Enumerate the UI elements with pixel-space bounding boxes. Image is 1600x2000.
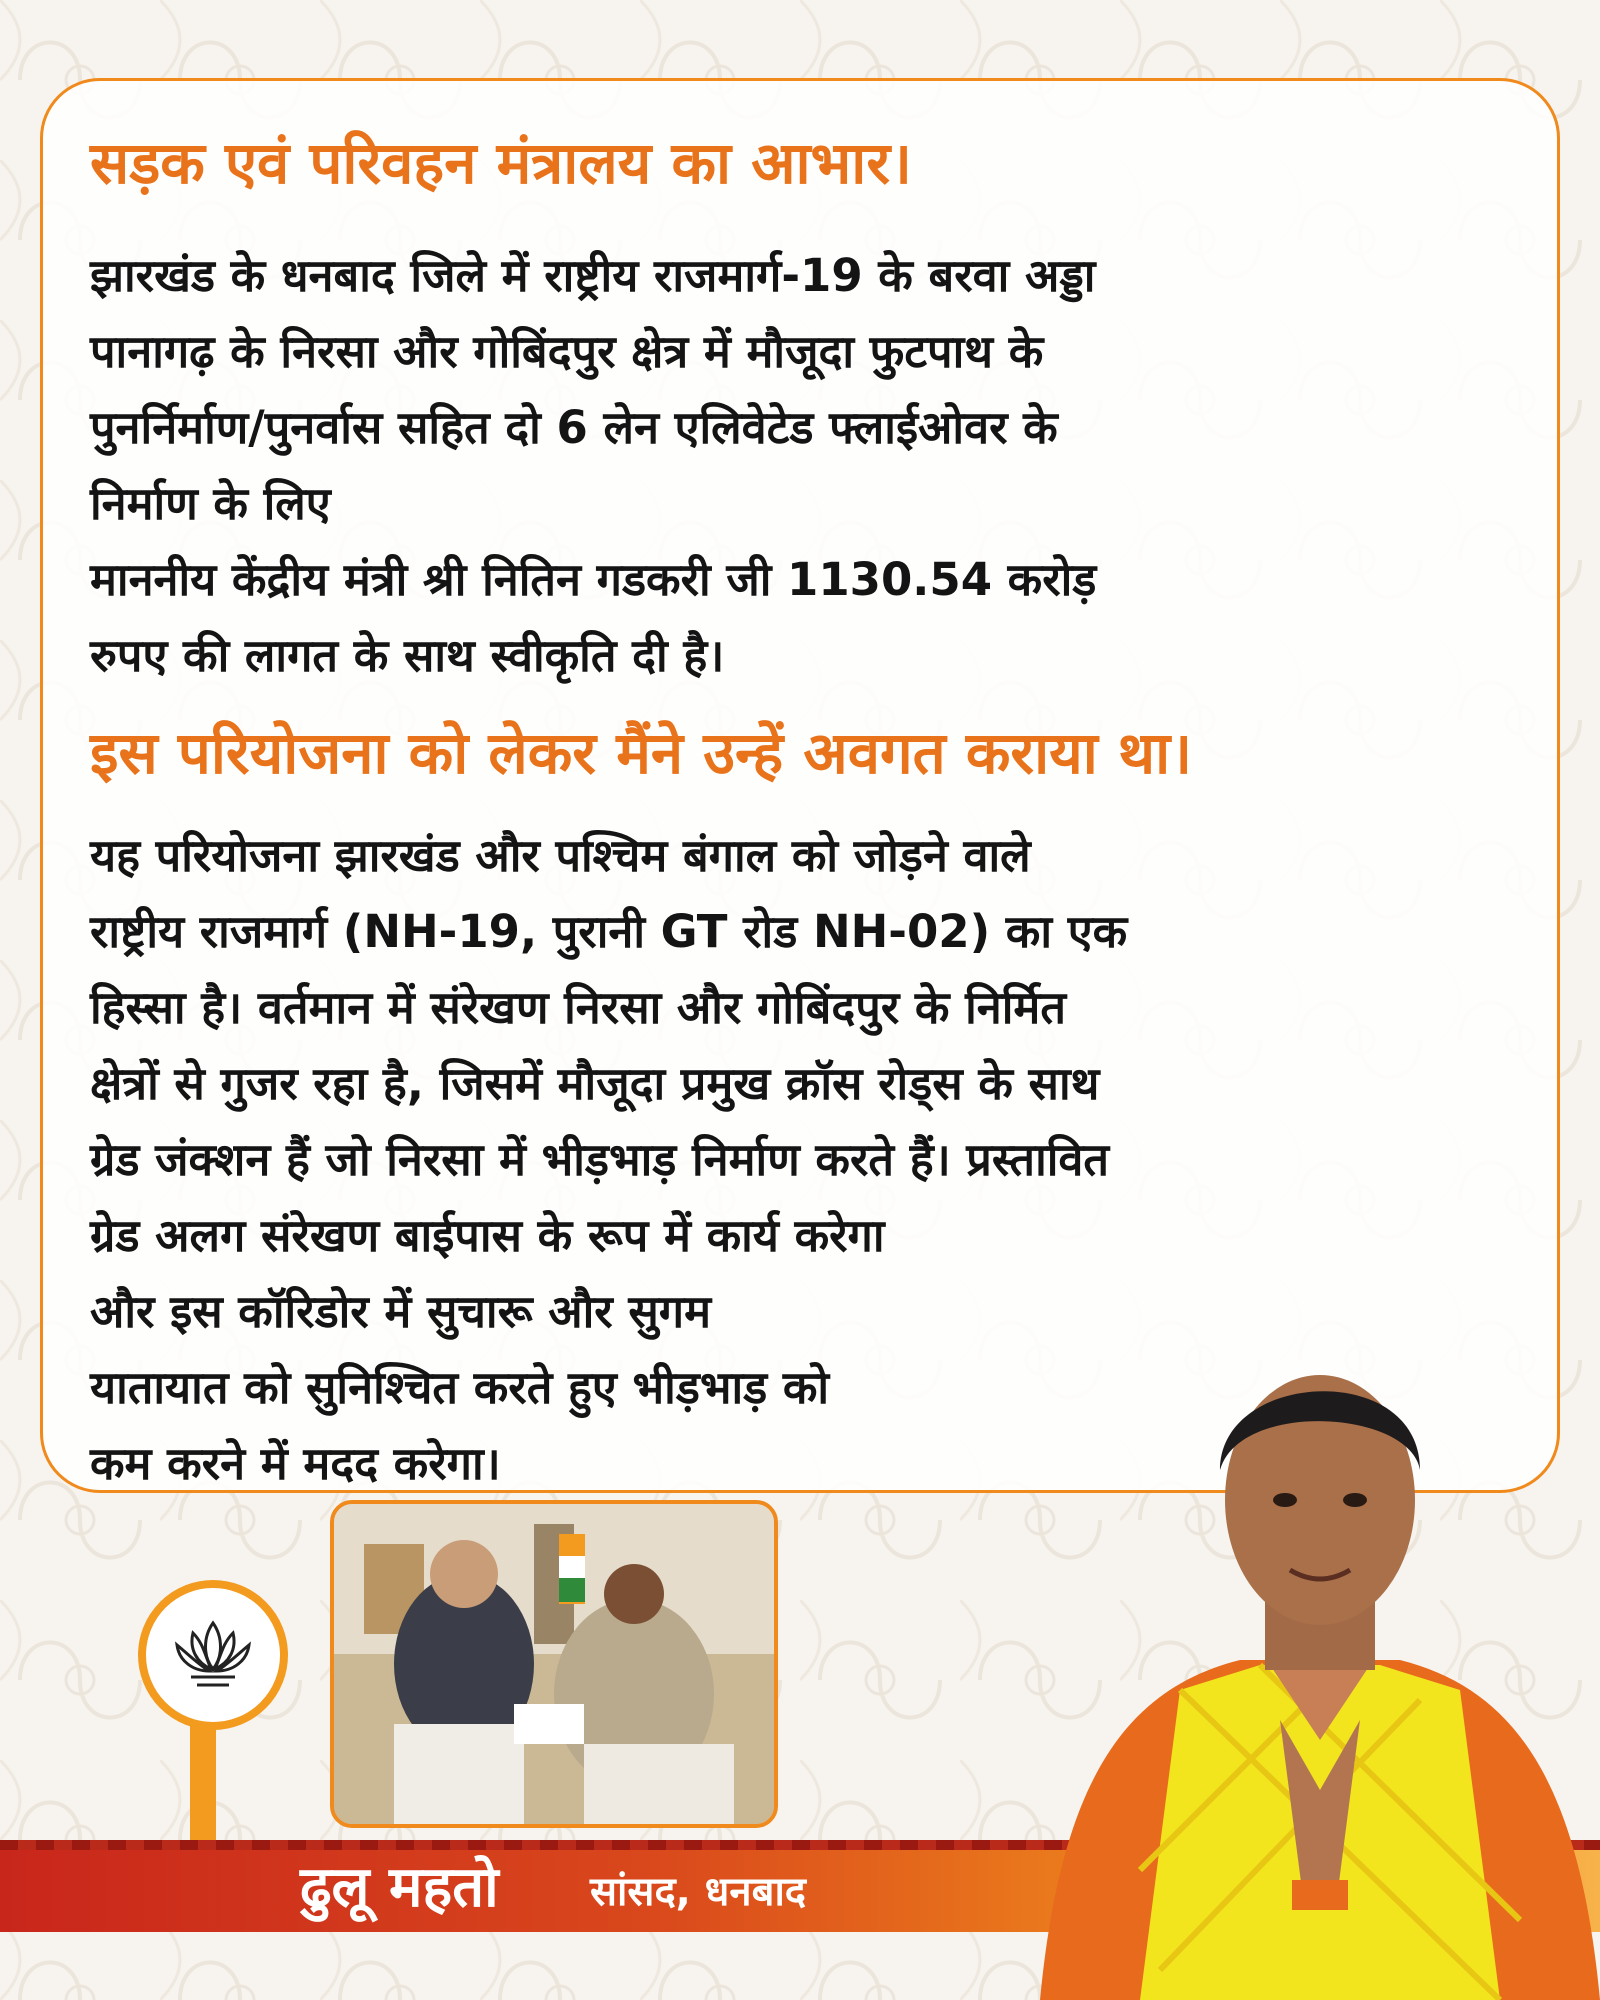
paragraph-line: हिस्सा है। वर्तमान में संरेखण निरसा और गोबिंदपुर के निर्मित bbox=[90, 981, 1066, 1034]
paragraph-line: ग्रेड अलग संरेखण बाईपास के रूप में कार्य करेगा bbox=[90, 1209, 885, 1262]
paragraph-line: माननीय केंद्रीय मंत्री श्री नितिन गडकरी जी 1130.54 करोड़ bbox=[90, 553, 1097, 606]
meeting-photo bbox=[330, 1500, 778, 1828]
main-heading: सड़क एवं परिवहन मंत्रालय का आभार। bbox=[90, 129, 913, 197]
paragraph-line: कम करने में मदद करेगा। bbox=[90, 1437, 501, 1490]
paragraph-line: और इस कॉरिडोर में सुचारू और सुगम bbox=[90, 1285, 711, 1338]
paragraph-approval bbox=[90, 238, 1540, 694]
person-name: ढुलू महतो bbox=[300, 1855, 499, 1920]
person-title: सांसद, धनबाद bbox=[590, 1869, 807, 1915]
paragraph-line: यह परियोजना झारखंड और पश्चिम बंगाल को जोड़ने वाले bbox=[90, 829, 1031, 882]
paragraph-line: पानागढ़ के निरसा और गोबिंदपुर क्षेत्र में मौजूदा फुटपाथ के bbox=[90, 325, 1044, 378]
paragraph-line: झारखंड के धनबाद जिले में राष्ट्रीय राजमार्ग-19 के बरवा अड्डा bbox=[90, 249, 1096, 302]
lotus-logo-icon bbox=[163, 1605, 263, 1705]
paragraph-line: ग्रेड जंक्शन हैं जो निरसा में भीड़भाड़ निर्माण करते हैं। प्रस्तावित bbox=[90, 1133, 1110, 1186]
paragraph-line: राष्ट्रीय राजमार्ग (NH-19, पुरानी GT रोड NH-02) का एक bbox=[90, 905, 1128, 958]
meeting-photo-illustration bbox=[334, 1504, 774, 1824]
person-portrait bbox=[1040, 1270, 1600, 2000]
paragraph-line: पुनर्निर्माण/पुनर्वास सहित दो 6 लेन एलिवेटेड फ्लाईओवर के bbox=[90, 401, 1058, 454]
paragraph-line: निर्माण के लिए bbox=[90, 477, 331, 530]
sub-heading: इस परियोजना को लेकर मैंने उन्हें अवगत कराया था। bbox=[90, 719, 1193, 787]
paragraph-line: क्षेत्रों से गुजर रहा है, जिसमें मौजूदा प्रमुख क्रॉस रोड्स के साथ bbox=[90, 1057, 1100, 1110]
paragraph-line: यातायात को सुनिश्चित करते हुए भीड़भाड़ को bbox=[90, 1361, 830, 1414]
party-logo bbox=[138, 1580, 288, 1730]
paragraph-line: रुपए की लागत के साथ स्वीकृति दी है। bbox=[90, 629, 725, 682]
